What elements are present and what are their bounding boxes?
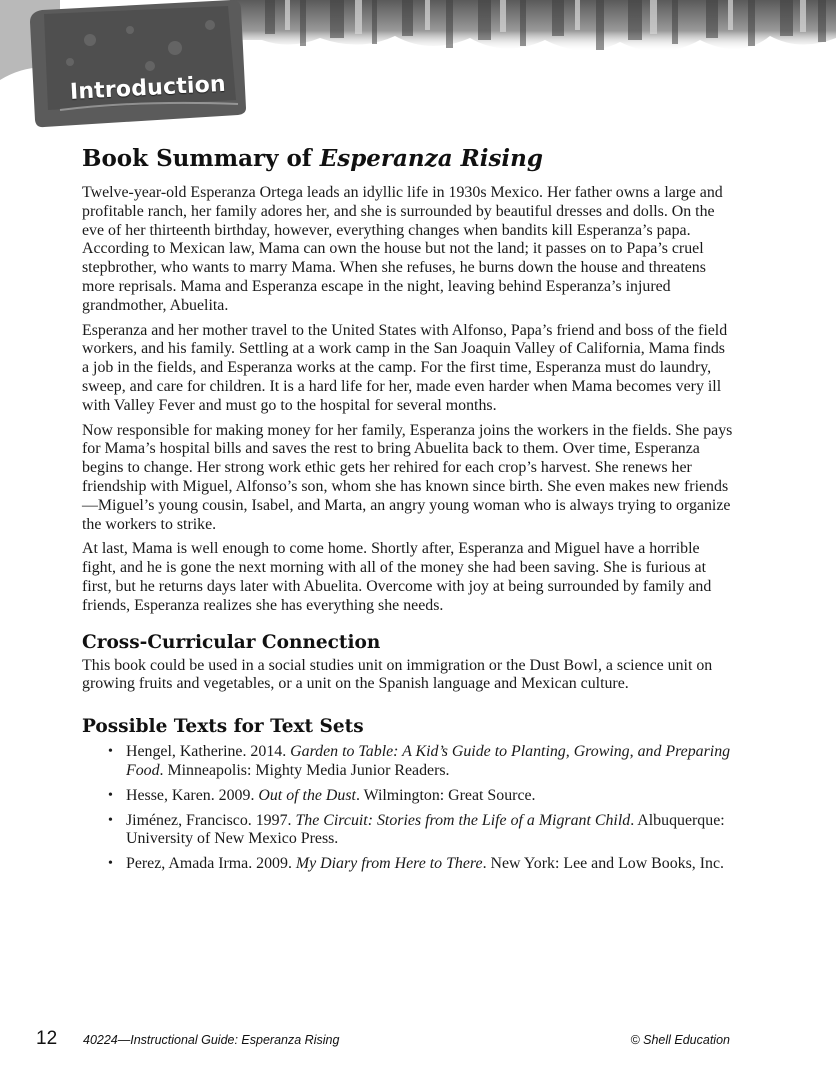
cross-curricular-heading: Cross-Curricular Connection <box>82 631 381 653</box>
bullet-icon: • <box>108 744 113 760</box>
ref-publisher: . Wilmington: Great Source. <box>355 786 536 804</box>
title-prefix: Book Summary of <box>82 145 320 172</box>
bullet-icon: • <box>108 812 113 828</box>
ref-title: Out of the Dust <box>258 786 356 804</box>
summary-paragraph-1: Twelve-year-old Esperanza Ortega leads an idyllic life in 1930s Mexico. Her father owns a large and profitable ranch, her family adores her, and she is surrounded by beautiful dresses and dolls. On the eve of her thirteenth birthday, however, everything changes when bandits kill Esperanza’s papa. According to Mexican law, Mama can own the house but not the land; it passes on to Papa’s cruel stepbrother, who wants to marry Mama. When she refuses, he burns down the house and threatens more reprisals. Mama and Esperanza escape in the night, leaving behind Esperanza’s injured grandmother, Abuelita. <box>82 184 723 314</box>
ref-publisher: . Albuquerque: University of New Mexico Press. <box>126 811 725 848</box>
summary-paragraph-2: Esperanza and her mother travel to the United States with Alfonso, Papa’s friend and boss of the field workers, and his family. Settling at a work camp in the San Joaquin Valley of California, Mama finds a job in the fields, and Esperanza works at the camp. For the first time, Esperanza must do laundry, sweep, and care for children. It is a hard life for her, made even harder when Mama becomes very ill with Valley Fever and must go to the hospital for several months. <box>82 321 728 414</box>
cross-curricular-text: This book could be used in a social studies unit on immigration or the Dust Bowl, a science unit on growing fruits and vegetables, or a unit on the Spanish language and Mexican culture. <box>82 656 713 693</box>
ref-author: Hengel, Katherine. 2014. <box>126 743 291 761</box>
list-item <box>106 812 734 850</box>
footer-guide-title: 40224—Instructional Guide: Esperanza Rising <box>83 1033 340 1047</box>
text-sets-list <box>82 743 734 874</box>
summary-paragraph-4: At last, Mama is well enough to come home. Shortly after, Esperanza and Miguel have a horrible fight, and he is gone the next morning with all of the money she had been saving. She is furious at first, but he returns days later with Abuelita. Overcome with joy at being surrounded by family and friends, Esperanza realizes she has everything she needs. <box>82 540 712 614</box>
section-tab-label: Introduction <box>69 71 227 105</box>
footer-publisher: © Shell Education <box>630 1033 730 1047</box>
text-sets-heading: Possible Texts for Text Sets <box>82 716 364 738</box>
list-item <box>106 743 734 781</box>
bullet-icon: • <box>108 787 113 803</box>
ref-author: Hesse, Karen. 2009. <box>126 786 259 804</box>
page-number: 12 <box>36 1028 58 1049</box>
ref-author: Jiménez, Francisco. 1997. <box>126 811 296 829</box>
main-content <box>82 145 734 880</box>
ref-title: My Diary from Here to There <box>295 855 483 873</box>
ref-author: Perez, Amada Irma. 2009. <box>126 855 296 873</box>
list-item <box>106 787 734 806</box>
ref-title: Garden to Table: A Kid’s Guide to Planting, Growing, and Preparing Food <box>126 743 731 779</box>
header-banner <box>0 0 836 135</box>
banner-texture-graphic <box>0 0 836 135</box>
ref-title: The Circuit: Stories from the Life of a Migrant Child <box>295 811 631 829</box>
summary-paragraph-3: Now responsible for making money for her family, Esperanza joins the workers in the fields. She pays for Mama’s hospital bills and saves the rest to bring Abuelita back to them. Over time, Esperanza begins to change. Her strong work ethic gets her rehired for each crop’s harvest. She renews her friendship with Miguel, Alfonso’s son, whom she has known since birth. She even makes new friends—Miguel’s young cousin, Isabel, and Marta, an angry young woman who is always trying to organize the workers to strike. <box>82 421 733 533</box>
bullet-icon: • <box>108 856 113 872</box>
list-item <box>106 855 734 874</box>
ref-publisher: . New York: Lee and Low Books, Inc. <box>482 855 724 873</box>
page-title <box>82 145 734 172</box>
title-book-name: Esperanza Rising <box>319 145 543 172</box>
ref-publisher: . Minneapolis: Mighty Media Junior Readers. <box>159 761 450 779</box>
